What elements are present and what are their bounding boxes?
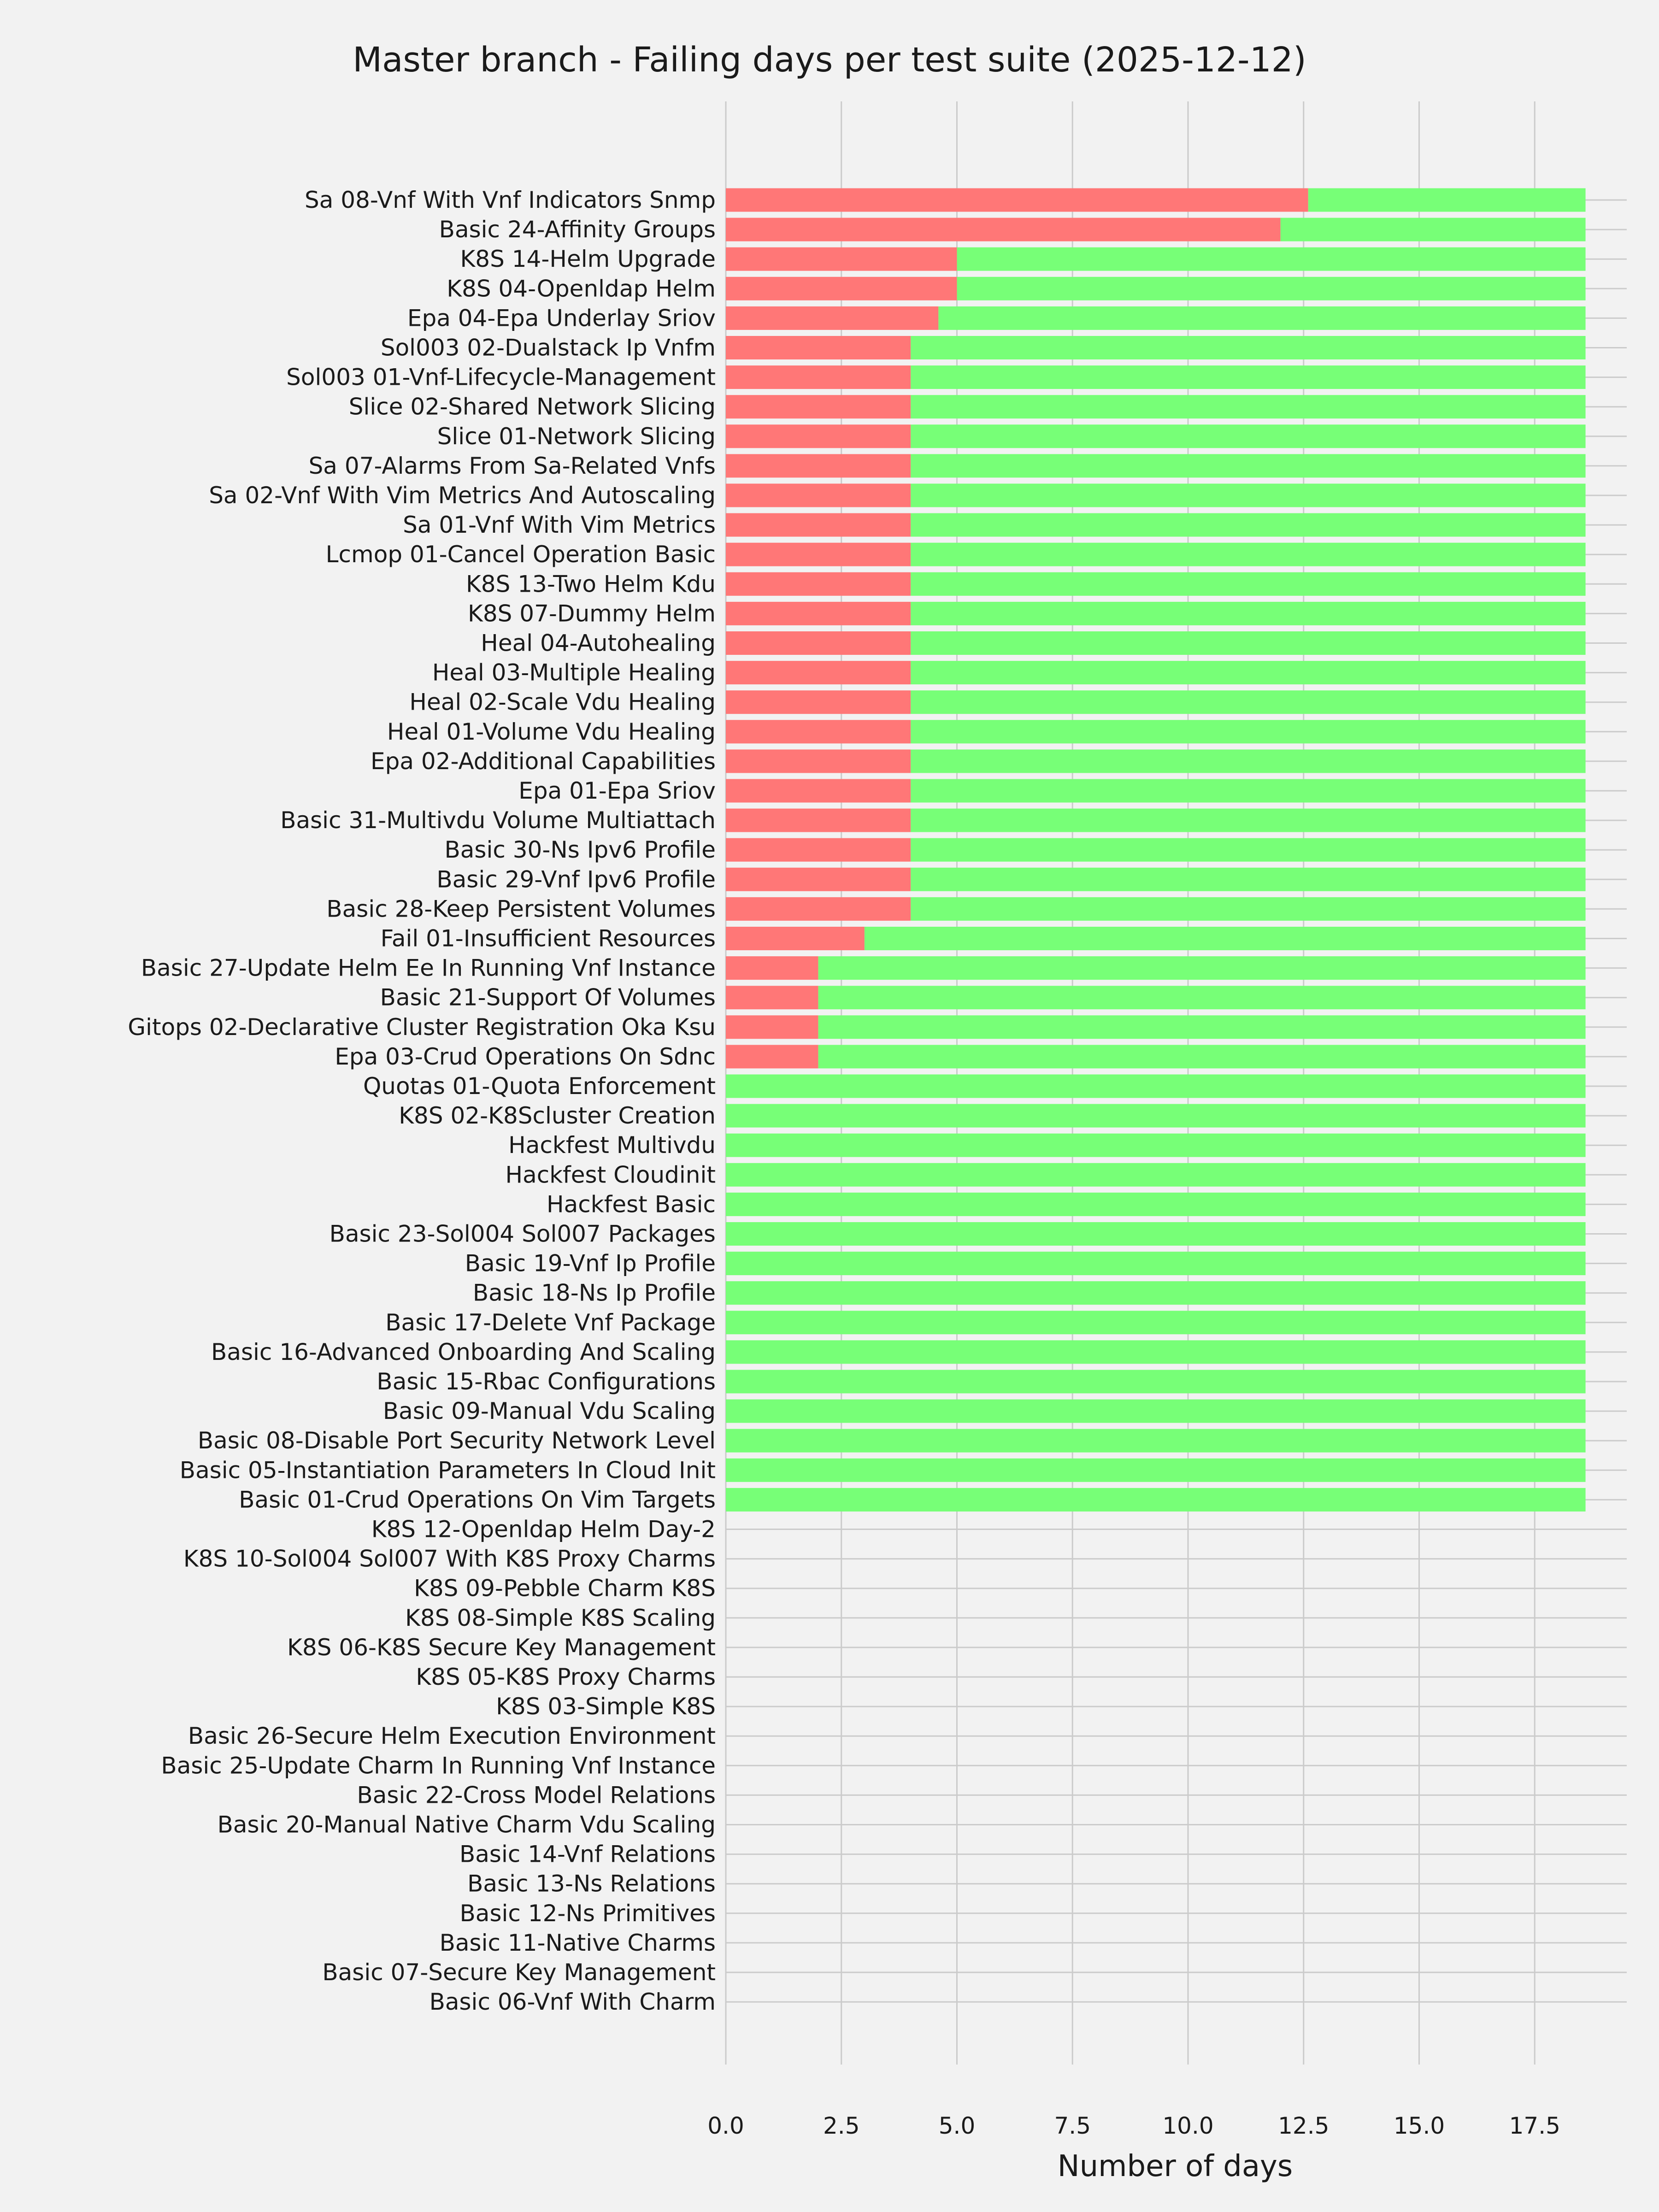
bar-passing-days — [726, 1370, 1586, 1394]
bar-passing-days — [865, 927, 1586, 950]
x-tick-label: 15.0 — [1393, 2112, 1445, 2139]
y-tick-label: Sa 08-Vnf With Vnf Indicators Snmp — [305, 187, 716, 213]
bar-passing-days — [911, 690, 1585, 714]
bar-failing-days — [726, 484, 911, 507]
bar-failing-days — [726, 247, 957, 271]
y-tick-label: Heal 02-Scale Vdu Healing — [409, 688, 716, 716]
y-tick-label: K8S 14-Helm Upgrade — [460, 246, 716, 273]
y-tick-label: Hackfest Multivdu — [508, 1132, 716, 1159]
bar-failing-days — [726, 602, 911, 625]
y-tick-label: Epa 03-Crud Operations On Sdnc — [335, 1043, 716, 1070]
bar-failing-days — [726, 218, 1281, 241]
bar-passing-days — [938, 306, 1585, 330]
y-tick-label: Basic 01-Crud Operations On Vim Targets — [239, 1486, 716, 1513]
bar-passing-days — [911, 365, 1585, 389]
bar-passing-days — [911, 424, 1585, 448]
bar-failing-days — [726, 779, 911, 803]
bar-passing-days — [911, 543, 1585, 566]
x-tick-label: 5.0 — [938, 2112, 976, 2139]
bar-passing-days — [726, 1311, 1586, 1334]
x-tick-label: 2.5 — [823, 2112, 860, 2139]
y-tick-label: Basic 06-Vnf With Charm — [429, 1988, 716, 2016]
y-tick-label: Basic 15-Rbac Configurations — [377, 1368, 716, 1395]
y-tick-label: Quotas 01-Quota Enforcement — [363, 1073, 716, 1100]
y-tick-label: Basic 19-Vnf Ip Profile — [465, 1250, 716, 1277]
x-tick-label: 17.5 — [1509, 2112, 1560, 2139]
y-tick-label: Slice 02-Shared Network Slicing — [348, 393, 716, 420]
x-tick-label: 7.5 — [1054, 2112, 1091, 2139]
bar-passing-days — [726, 1429, 1586, 1453]
bar-passing-days — [911, 779, 1585, 803]
bar-failing-days — [726, 395, 911, 418]
bar-failing-days — [726, 956, 818, 980]
bar-passing-days — [726, 1134, 1586, 1157]
y-tick-label: K8S 05-K8S Proxy Charms — [416, 1664, 716, 1690]
y-tick-label: Basic 21-Support Of Volumes — [380, 984, 716, 1011]
bar-passing-days — [726, 1104, 1586, 1128]
y-tick-label: Heal 03-Multiple Healing — [432, 659, 716, 686]
y-tick-label: K8S 07-Dummy Helm — [468, 600, 716, 627]
y-tick-label: Basic 12-Ns Primitives — [459, 1900, 716, 1927]
y-tick-label: Basic 17-Delete Vnf Package — [385, 1309, 716, 1336]
y-tick-label: Basic 24-Affinity Groups — [439, 216, 716, 243]
y-tick-label: Basic 13-Ns Relations — [467, 1870, 716, 1897]
y-tick-label: Sa 01-Vnf With Vim Metrics — [403, 512, 716, 539]
bar-passing-days — [911, 395, 1585, 418]
bar-failing-days — [726, 513, 911, 537]
y-tick-label: Basic 09-Manual Vdu Scaling — [382, 1398, 716, 1425]
bar-failing-days — [726, 986, 818, 1009]
y-tick-label: Basic 28-Keep Persistent Volumes — [326, 895, 716, 923]
y-tick-label: K8S 12-Openldap Helm Day-2 — [371, 1516, 716, 1543]
y-tick-label: Basic 20-Manual Native Charm Vdu Scaling — [217, 1811, 716, 1838]
y-tick-label: Epa 02-Additional Capabilities — [371, 747, 716, 775]
x-tick-label: 12.5 — [1278, 2112, 1330, 2139]
bar-passing-days — [911, 897, 1585, 921]
y-tick-label: Basic 18-Ns Ip Profile — [472, 1279, 716, 1306]
y-tick-label: Basic 22-Cross Model Relations — [357, 1782, 716, 1809]
y-tick-label: K8S 10-Sol004 Sol007 With K8S Proxy Charms — [183, 1545, 716, 1572]
y-tick-label: Sa 02-Vnf With Vim Metrics And Autoscaling — [209, 482, 716, 509]
bar-passing-days — [911, 336, 1585, 359]
y-tick-label: Basic 05-Instantiation Parameters In Cloud Init — [179, 1457, 716, 1484]
bar-passing-days — [818, 986, 1586, 1009]
bar-failing-days — [726, 306, 938, 330]
bar-passing-days — [818, 956, 1586, 980]
y-tick-label: Sol003 01-Vnf-Lifecycle-Management — [286, 364, 716, 391]
bar-passing-days — [911, 838, 1585, 862]
bar-failing-days — [726, 1015, 818, 1039]
y-tick-label: Basic 11-Native Charms — [439, 1929, 716, 1956]
bar-failing-days — [726, 365, 911, 389]
y-tick-label: Fail 01-Insufficient Resources — [380, 925, 716, 952]
y-tick-label: Basic 23-Sol004 Sol007 Packages — [329, 1220, 716, 1247]
y-tick-label: Basic 29-Vnf Ipv6 Profile — [436, 866, 716, 893]
y-tick-label: K8S 04-Openldap Helm — [447, 275, 716, 302]
bar-passing-days — [957, 277, 1586, 300]
bar-passing-days — [726, 1075, 1586, 1098]
y-tick-label: K8S 02-K8Scluster Creation — [399, 1102, 716, 1130]
bar-passing-days — [911, 513, 1585, 537]
y-tick-label: Basic 14-Vnf Relations — [459, 1841, 716, 1868]
bar-failing-days — [726, 454, 911, 477]
y-tick-label: K8S 03-Simple K8S — [496, 1693, 716, 1720]
y-tick-label: Gitops 02-Declarative Cluster Registration Oka Ksu — [128, 1013, 716, 1041]
y-tick-label: Basic 30-Ns Ipv6 Profile — [444, 836, 716, 864]
bar-passing-days — [726, 1163, 1586, 1187]
y-tick-label: Sol003 02-Dualstack Ip Vnfm — [380, 334, 716, 361]
y-tick-label: Basic 07-Secure Key Management — [322, 1959, 716, 1986]
bar-passing-days — [911, 631, 1585, 655]
y-tick-label: Basic 08-Disable Port Security Network Level — [197, 1427, 716, 1454]
bar-failing-days — [726, 809, 911, 832]
y-tick-label: Lcmop 01-Cancel Operation Basic — [325, 541, 716, 568]
bar-passing-days — [726, 1488, 1586, 1512]
bar-passing-days — [911, 868, 1585, 891]
bar-failing-days — [726, 690, 911, 714]
y-tick-label: Epa 04-Epa Underlay Sriov — [407, 305, 716, 332]
y-tick-label: Heal 04-Autohealing — [481, 629, 716, 657]
x-tick-labels — [707, 2112, 1560, 2139]
y-tick-label: K8S 08-Simple K8S Scaling — [405, 1604, 716, 1631]
bar-failing-days — [726, 749, 911, 773]
bar-failing-days — [726, 188, 1308, 212]
bar-passing-days — [911, 454, 1585, 477]
bar-passing-days — [911, 572, 1585, 596]
x-tick-label: 10.0 — [1162, 2112, 1214, 2139]
bar-passing-days — [911, 602, 1585, 625]
bar-passing-days — [726, 1459, 1586, 1482]
bar-failing-days — [726, 424, 911, 448]
bar-failing-days — [726, 720, 911, 743]
y-tick-label: Basic 31-Multivdu Volume Multiattach — [280, 807, 716, 834]
y-tick-label: Hackfest Basic — [547, 1191, 716, 1218]
bar-passing-days — [726, 1222, 1586, 1246]
x-axis-label: Number of days — [1057, 2149, 1293, 2183]
bar-passing-days — [957, 247, 1586, 271]
y-tick-label: K8S 13-Two Helm Kdu — [465, 571, 716, 598]
y-tick-label: Epa 01-Epa Sriov — [518, 777, 716, 804]
bar-failing-days — [726, 1045, 818, 1068]
bar-failing-days — [726, 277, 957, 300]
bar-failing-days — [726, 336, 911, 359]
bar-passing-days — [911, 661, 1585, 684]
y-tick-label: Basic 27-Update Helm Ee In Running Vnf Instance — [141, 954, 716, 982]
bar-passing-days — [1308, 188, 1586, 212]
bar-failing-days — [726, 897, 911, 921]
y-tick-label: K8S 09-Pebble Charm K8S — [414, 1575, 716, 1602]
bar-passing-days — [726, 1340, 1586, 1364]
chart-title: Master branch - Failing days per test suite (2025-12-12) — [353, 40, 1306, 80]
bar-failing-days — [726, 661, 911, 684]
bar-passing-days — [911, 749, 1585, 773]
y-tick-label: Sa 07-Alarms From Sa-Related Vnfs — [308, 452, 716, 479]
bar-failing-days — [726, 868, 911, 891]
bar-passing-days — [911, 720, 1585, 743]
y-tick-label: Basic 26-Secure Helm Execution Environment — [188, 1723, 716, 1750]
y-tick-label: Hackfest Cloudinit — [505, 1161, 716, 1188]
bar-failing-days — [726, 631, 911, 655]
y-tick-label: Heal 01-Volume Vdu Healing — [387, 718, 716, 745]
bar-failing-days — [726, 543, 911, 566]
y-tick-label: Basic 16-Advanced Onboarding And Scaling — [211, 1338, 716, 1365]
bar-passing-days — [726, 1193, 1586, 1216]
y-tick-labels — [128, 187, 716, 2015]
bar-passing-days — [911, 484, 1585, 507]
bar-failing-days — [726, 838, 911, 862]
bars — [726, 188, 1586, 1512]
bar-passing-days — [818, 1045, 1586, 1068]
bar-passing-days — [818, 1015, 1586, 1039]
y-tick-label: Slice 01-Network Slicing — [437, 423, 716, 450]
y-tick-label: K8S 06-K8S Secure Key Management — [287, 1634, 716, 1661]
bar-failing-days — [726, 927, 865, 950]
bar-failing-days — [726, 572, 911, 596]
y-tick-label: Basic 25-Update Charm In Running Vnf Instance — [161, 1752, 716, 1779]
bar-passing-days — [726, 1400, 1586, 1423]
x-tick-label: 0.0 — [707, 2112, 744, 2139]
bar-passing-days — [726, 1252, 1586, 1275]
bar-passing-days — [1281, 218, 1586, 241]
bar-passing-days — [726, 1281, 1586, 1305]
bar-passing-days — [911, 809, 1585, 832]
